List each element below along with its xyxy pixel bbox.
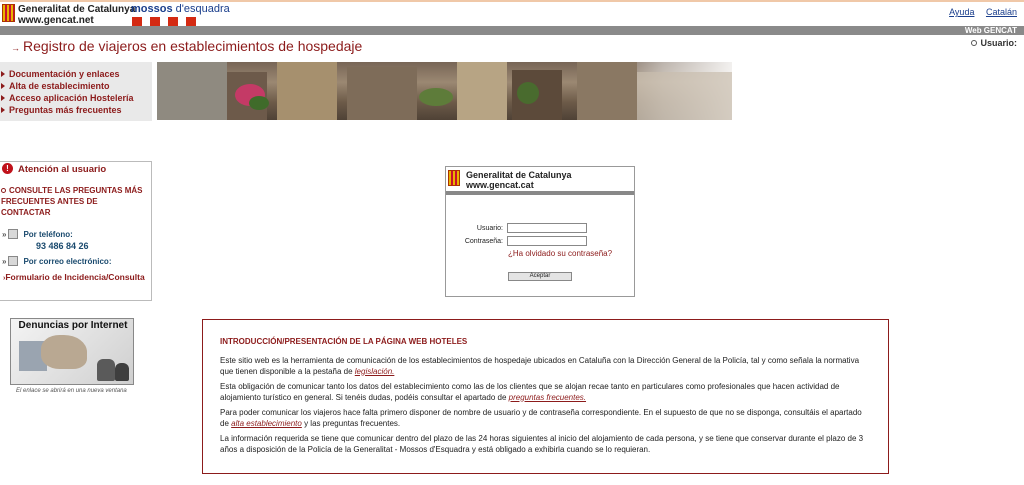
intro-paragraph: [220, 434, 872, 455]
top-links: [940, 7, 1017, 17]
password-input[interactable]: [507, 236, 587, 246]
person-illustration: [115, 363, 129, 381]
legislacion-link[interactable]: legislación.: [354, 366, 395, 376]
user-label: Usuario:: [980, 38, 1017, 48]
attention-title: Atención al usuario: [18, 164, 107, 175]
intro-paragraph: [220, 356, 872, 377]
user-status: [971, 38, 1017, 48]
double-chevron-icon: »: [2, 230, 7, 239]
password-label: Contraseña:: [464, 237, 503, 245]
gencat-logo-icon: [448, 170, 460, 186]
gencat-org[interactable]: [18, 4, 135, 26]
intro-paragraph: [220, 382, 872, 403]
help-link[interactable]: Ayuda: [949, 7, 975, 17]
language-link[interactable]: Catalán: [985, 7, 1017, 17]
phone-row: [2, 229, 73, 239]
triangle-right-icon: [1, 83, 5, 89]
intro-title: INTRODUCCIÓN/PRESENTACIÓN DE LA PÁGINA WEB HOTELES: [220, 337, 468, 346]
faq-link-text: CONSULTE LAS PREGUNTAS MÁS FRECUENTES ANTES DE CONTACTAR: [1, 186, 143, 217]
hand-illustration: [41, 335, 87, 369]
top-accent-line: [0, 0, 1024, 2]
login-org: [466, 170, 572, 190]
page-title: [11, 38, 362, 54]
username-label: Usuario:: [476, 224, 503, 232]
incidence-link-text: Formulario de Incidencia/Consulta: [5, 272, 145, 282]
nav-item-acceso[interactable]: [0, 92, 152, 104]
nav-item-label: Acceso aplicación Hostelería: [9, 93, 134, 103]
intro-p3-tail: y las preguntas frecuentes.: [301, 418, 401, 428]
email-label: Por correo electrónico:: [23, 257, 112, 266]
phone-number: 93 486 84 26: [36, 241, 89, 251]
nav-item-label: Alta de establecimiento: [9, 81, 110, 91]
intro-panel: [202, 319, 889, 474]
denuncias-title: Denuncias por Internet: [18, 320, 128, 331]
double-chevron-icon: »: [2, 257, 7, 266]
gencat-org-name: Generalitat de Catalunya: [18, 4, 136, 15]
gencat-logo-icon: [2, 4, 15, 22]
preguntas-frecuentes-link[interactable]: preguntas frecuentes.: [508, 392, 587, 402]
arrow-right-icon: ›: [3, 275, 6, 282]
login-divider: [446, 191, 634, 195]
intro-p1-text: Este sitio web es la herramienta de comunicación de los establecimientos de hospedaje ubicados en Cataluña con la Dirección General de la Policía, tal y como señala la normativa que tienen disponible a la pestaña de: [220, 356, 860, 376]
banner-photo: [157, 62, 732, 120]
title-arrow-icon: →: [11, 43, 20, 53]
intro-paragraph: [220, 408, 872, 429]
denuncias-banner[interactable]: [10, 318, 134, 385]
nav-item-label: Documentación y enlaces: [9, 69, 120, 79]
login-org-name: Generalitat de Catalunya: [466, 170, 572, 180]
web-gencat-link[interactable]: Web GENCAT: [964, 26, 1017, 35]
nav-item-documentacion[interactable]: [0, 68, 152, 80]
exclamation-icon: !: [2, 163, 13, 174]
triangle-right-icon: [1, 71, 5, 77]
intro-p4-text: La información requerida se tiene que comunicar dentro del plazo de las 24 horas siguientes al inicio del alojamiento de cada persona, y se tiene que conservar durante el plazo de 3 años a disposición de la Policía de la Generalitat - Mossos d'Esquadra y está obligado a exhibirla cuando se lo requieran.: [220, 434, 864, 454]
nav-item-alta[interactable]: [0, 80, 152, 92]
gencat-bar: [0, 26, 1024, 35]
accept-button[interactable]: Aceptar: [508, 272, 572, 281]
mossos-logo-word2: d'esquadra: [175, 3, 230, 15]
bullet-icon: [1, 188, 6, 193]
alta-establecimiento-link[interactable]: alta establecimiento: [231, 418, 302, 428]
username-input[interactable]: [507, 223, 587, 233]
phone-icon: [8, 229, 18, 239]
nav-item-preguntas[interactable]: [0, 104, 152, 116]
login-org-url: www.gencat.cat: [466, 180, 534, 190]
email-row[interactable]: [2, 256, 111, 266]
incidence-form-link[interactable]: [3, 272, 145, 282]
intro-p2-text: Esta obligación de comunicar tanto los datos del establecimiento como las de los clientes que se alojan recae tanto en particulares como profesionales que hacen actividad de alojamiento turístico en general. Si tenéis dudas, podéis consultar el apartado de: [220, 382, 840, 402]
password-row: [443, 236, 587, 246]
faq-link[interactable]: [1, 185, 149, 218]
triangle-right-icon: [1, 107, 5, 113]
email-icon: [8, 256, 18, 266]
person-illustration: [97, 359, 115, 381]
intro-p3-text: Para poder comunicar los viajeros hace falta primero disponer de nombre de usuario y de contraseña correspondiente. En el supuesto de que no se disponga, consultáis el apartado de: [220, 408, 862, 428]
page-title-text: Registro de viajeros en establecimientos de hospedaje: [23, 38, 363, 54]
user-bullet-icon: [971, 40, 977, 46]
left-nav: [0, 62, 152, 121]
triangle-right-icon: [1, 95, 5, 101]
nav-item-label: Preguntas más frecuentes: [9, 105, 122, 115]
username-row: [443, 223, 587, 233]
forgot-password-link[interactable]: ¿Ha olvidado su contraseña?: [508, 249, 613, 258]
gencat-org-url: www.gencat.net: [18, 15, 94, 26]
phone-label: Por teléfono:: [23, 230, 73, 239]
mossos-logo-word: mossos: [131, 3, 173, 15]
denuncias-caption: El enlace se abrirá en una nueva ventana: [16, 388, 127, 394]
